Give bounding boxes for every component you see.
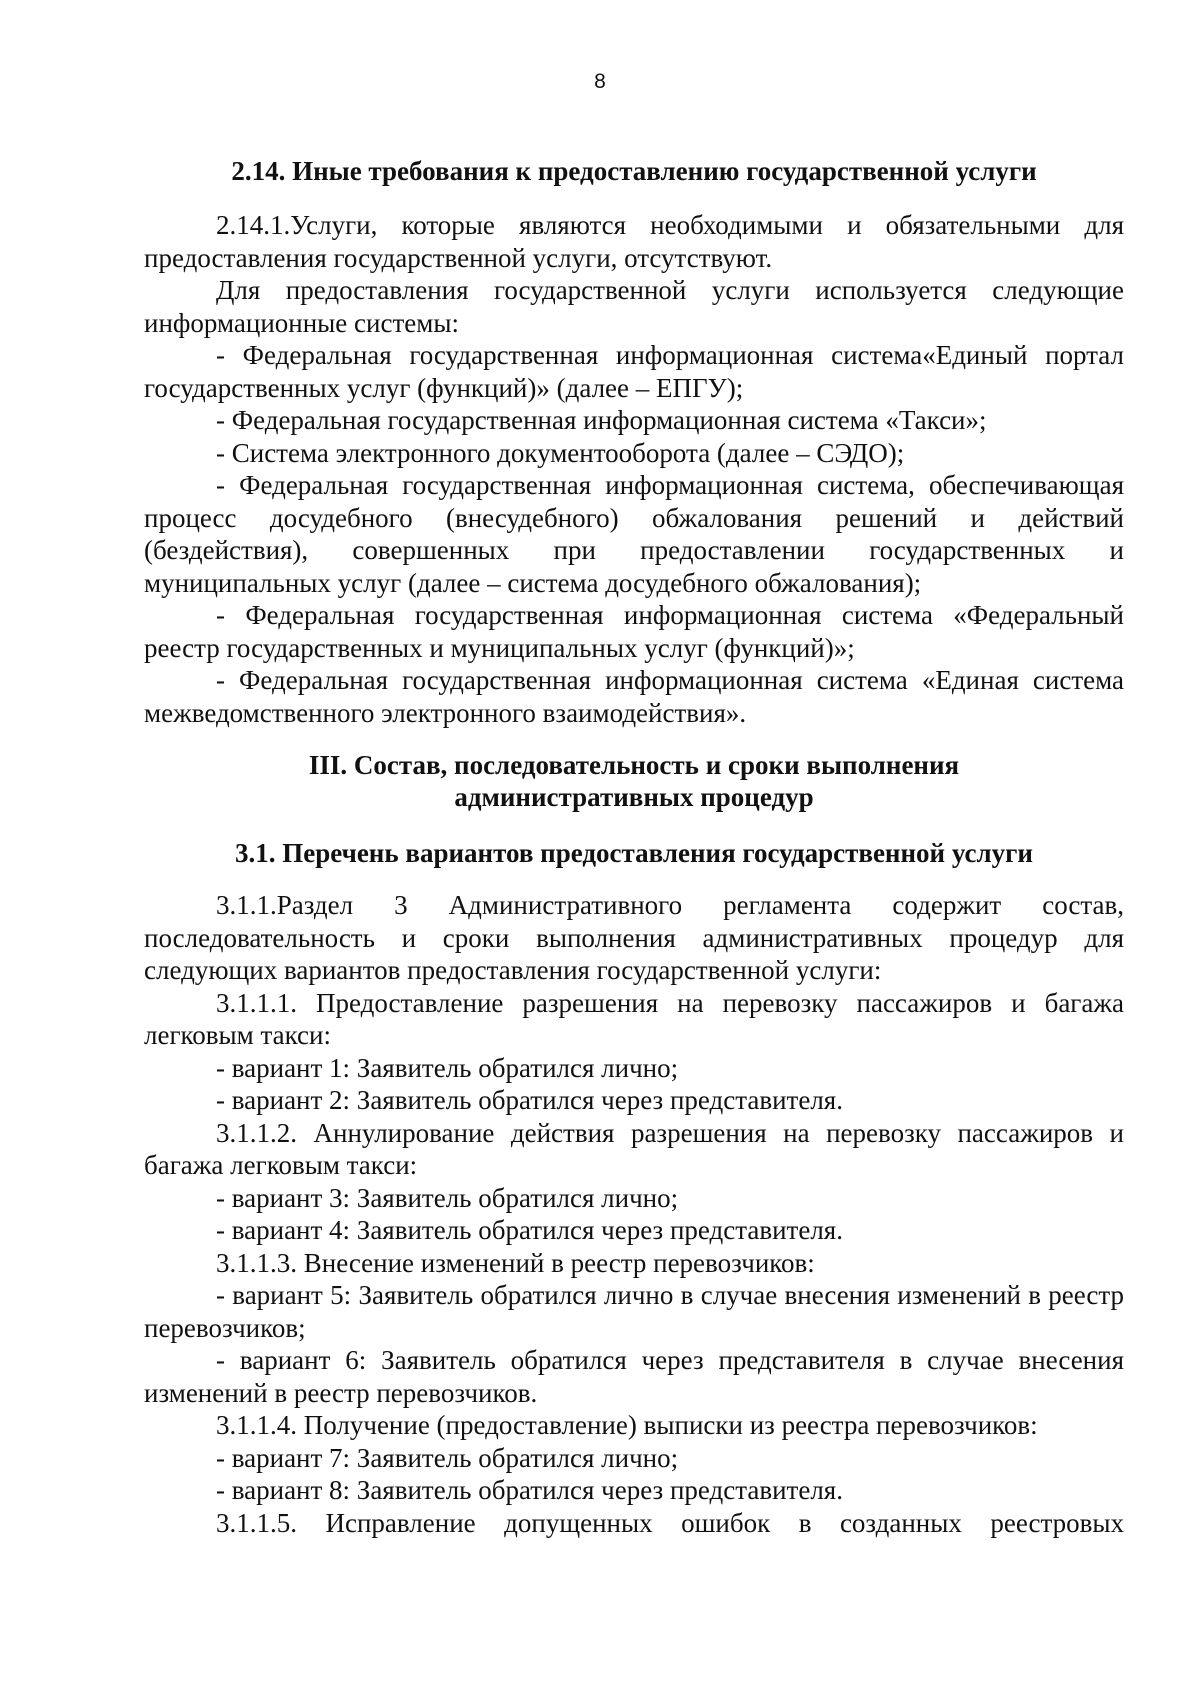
section-3-heading-line-2: административных процедур [454,782,814,812]
section-2-14-heading: 2.14. Иные требования к предоставлению государственной услуги [231,156,1037,186]
list-item: - вариант 2: Заявитель обратился через представителя. [216,1085,843,1115]
section-3-heading-line-1: III. Состав, последовательность и сроки выполнения [308,750,960,780]
list-item: - Федеральная государственная информационная система «Такси»; [216,405,987,435]
list-item: - вариант 6: Заявитель обратился через представителя в случае внесения изменений в реестр перевозчиков. [144,1345,1124,1408]
paragraph-continued: 3.1.1.5. Исправление допущенных ошибок в созданных реестровых [216,1507,1124,1538]
paragraph: 3.1.1.2. Аннулирование действия разрешения на перевозку пассажиров и багажа легковым такси: [144,1117,1124,1180]
list-item: - вариант 1: Заявитель обратился лично; [216,1052,679,1083]
list-item: - вариант 5: Заявитель обратился лично в случае внесения изменений в реестр перевозчиков; [144,1280,1124,1343]
list-item: - вариант 8: Заявитель обратился через представителя. [216,1475,843,1505]
list-item: - Федеральная государственная информационная система «Единая система межведомственного электронного взаимодействия». [144,665,1124,728]
page-number: 8 [594,70,606,93]
list-item: - Система электронного документооборота (далее – СЭДО); [216,437,905,468]
section-3-1-heading: 3.1. Перечень вариантов предоставления государственной услуги [235,838,1033,868]
list-item: - Федеральная государственная информационная система«Единый портал государственных услуг (функций)» (далее – ЕПГУ); [144,340,1124,403]
list-item: - вариант 7: Заявитель обратился лично; [216,1442,679,1473]
paragraph: 3.1.1.Раздел 3 Административного регламента содержит состав, последовательность и сроки выполнения административных процедур для следующих вариантов предоставления государственной услуги: [144,890,1124,985]
paragraph: 3.1.1.1. Предоставление разрешения на перевозку пассажиров и багажа легковым такси: [144,987,1124,1050]
page-content [144,155,1124,1539]
paragraph: Для предоставления государственной услуги используется следующие информационные системы: [144,275,1124,338]
paragraph: 3.1.1.3. Внесение изменений в реестр перевозчиков: [216,1247,815,1278]
list-item: - вариант 4: Заявитель обратился через представителя. [216,1215,843,1245]
paragraph: 2.14.1.Услуги, которые являются необходимыми и обязательными для предоставления государственной услуги, отсутствуют. [144,210,1124,273]
list-item: - Федеральная государственная информационная система «Федеральный реестр государственных и муниципальных услуг (функций)»; [144,600,1124,663]
paragraph: 3.1.1.4. Получение (предоставление) выписки из реестра перевозчиков: [216,1410,1038,1440]
list-item: - вариант 3: Заявитель обратился лично; [216,1182,679,1213]
list-item: - Федеральная государственная информационная система, обеспечивающая процесс досудебного (внесудебного) обжалования решений и действий (бездействия), совершенных при предоставлении государственных и муниципальных услуг (далее – система досудебного обжалования); [144,470,1124,598]
